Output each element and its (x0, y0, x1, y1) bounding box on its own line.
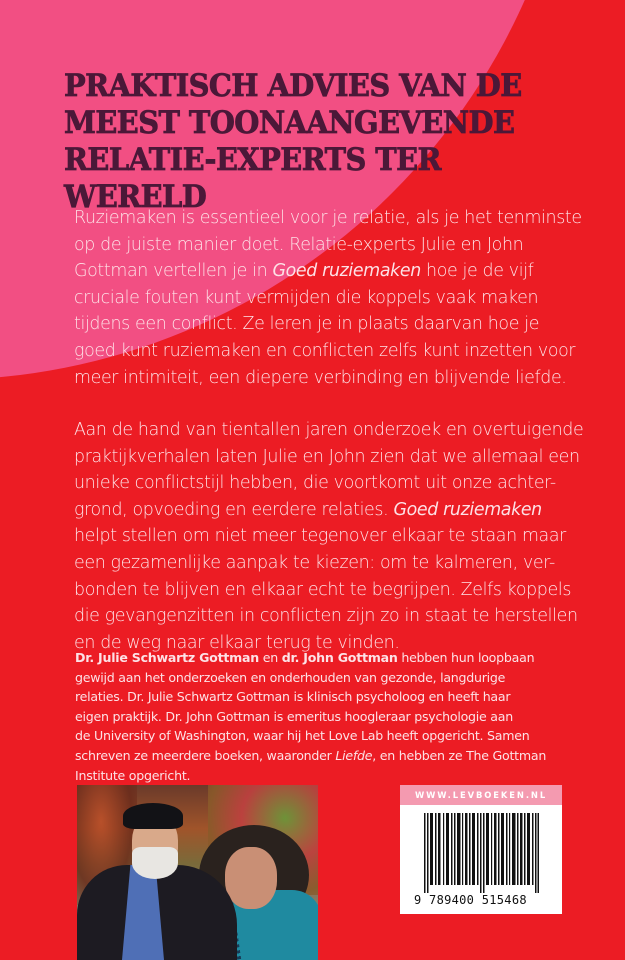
text-line: meer intimiteit, een diepere verbinding en blijvende liefde. (74, 367, 567, 388)
book-title-italic: Goed ruziemaken (393, 499, 542, 520)
headline-line: RELATIE-EXPERTS TER WERELD (64, 142, 441, 215)
text-line (74, 258, 574, 285)
text-line: Ruziemaken is essentieel voor je relatie, als je het tenminste (74, 208, 582, 228)
text-line: gewijd aan het onderzoeken en onderhouden van gezonde, langdurige (75, 669, 506, 685)
headline (64, 68, 566, 216)
photo-man-beard (132, 847, 178, 879)
book-title-italic: Goed ruziemaken (272, 261, 421, 282)
text-line: een gezamenlijke aanpak te kiezen: om te kalmeren, ver- (74, 552, 555, 573)
text-fragment: Gottman vertellen je in (74, 261, 273, 282)
text-line: goed kunt ruziemaken en conflicten zelfs kunt inzetten voor (74, 340, 576, 361)
text-line (75, 746, 575, 766)
barcode-icon (424, 813, 539, 893)
text-line: bonden te blijven en elkaar echt te begrijpen. Zelfs koppels (74, 579, 572, 600)
isbn-number: 9 789400 515468 (414, 893, 527, 907)
publisher-website: WWW.LEVBOEKEN.NL (400, 785, 562, 805)
author-photo (77, 785, 318, 960)
text-line: helpt stellen om niet meer tegenover elkaar te staan maar (74, 526, 566, 547)
headline-line: PRAKTISCH ADVIES VAN DE (64, 68, 522, 104)
headline-line: MEEST TOONAANGEVENDE (64, 105, 515, 141)
photo-man-cap (123, 803, 183, 829)
text-line: eigen praktijk. Dr. John Gottman is emeritus hoogleraar psychologie aan (75, 708, 513, 724)
text-line: en de weg naar elkaar terug te vinden. (74, 632, 400, 653)
text-fragment: en (258, 650, 282, 665)
description-paragraph-1 (74, 205, 582, 391)
author-bio (75, 648, 575, 785)
text-fragment: hoe je de vijf (420, 261, 534, 282)
text-fragment: schreven ze meerdere boeken, waaronder (75, 747, 336, 763)
text-line: unieke conflictstijl hebben, die voortkomt uit onze achter- (74, 473, 556, 494)
text-fragment: , en hebben ze The Gottman (372, 747, 547, 763)
author-name-julie: Dr. Julie Schwartz Gottman (75, 650, 259, 665)
text-line: tijdens een conflict. Ze leren je in plaats daarvan hoe je (74, 314, 540, 335)
text-line: die gevangenzitten in conflicten zijn zo in staat te herstellen (74, 606, 578, 627)
text-fragment: hebben hun loopbaan (397, 650, 535, 665)
text-line: relaties. Dr. Julie Schwartz Gottman is klinisch psycholoog en heeft haar (75, 689, 511, 705)
photo-woman-face (225, 847, 277, 909)
author-name-john: dr. John Gottman (281, 650, 398, 665)
text-line: praktijkverhalen laten Julie en John zien dat we allemaal een (74, 446, 580, 467)
text-line: de University of Washington, waar hij het Love Lab heeft opgericht. Samen (75, 728, 530, 744)
text-line: Institute opgericht. (75, 767, 191, 783)
text-line: cruciale fouten kunt vermijden die koppels vaak maken (74, 287, 539, 308)
text-line: op de juiste manier doet. Relatie-experts Julie en John (74, 234, 524, 255)
text-fragment: grond, opvoeding en eerdere relaties. (74, 499, 394, 520)
text-line (75, 648, 575, 668)
barcode-block (400, 785, 562, 914)
text-line: Aan de hand van tientallen jaren onderzoek en overtuigende (74, 420, 584, 440)
book-title-italic: Liefde (335, 747, 373, 763)
text-line (74, 497, 574, 524)
description-paragraph-2 (74, 417, 584, 656)
